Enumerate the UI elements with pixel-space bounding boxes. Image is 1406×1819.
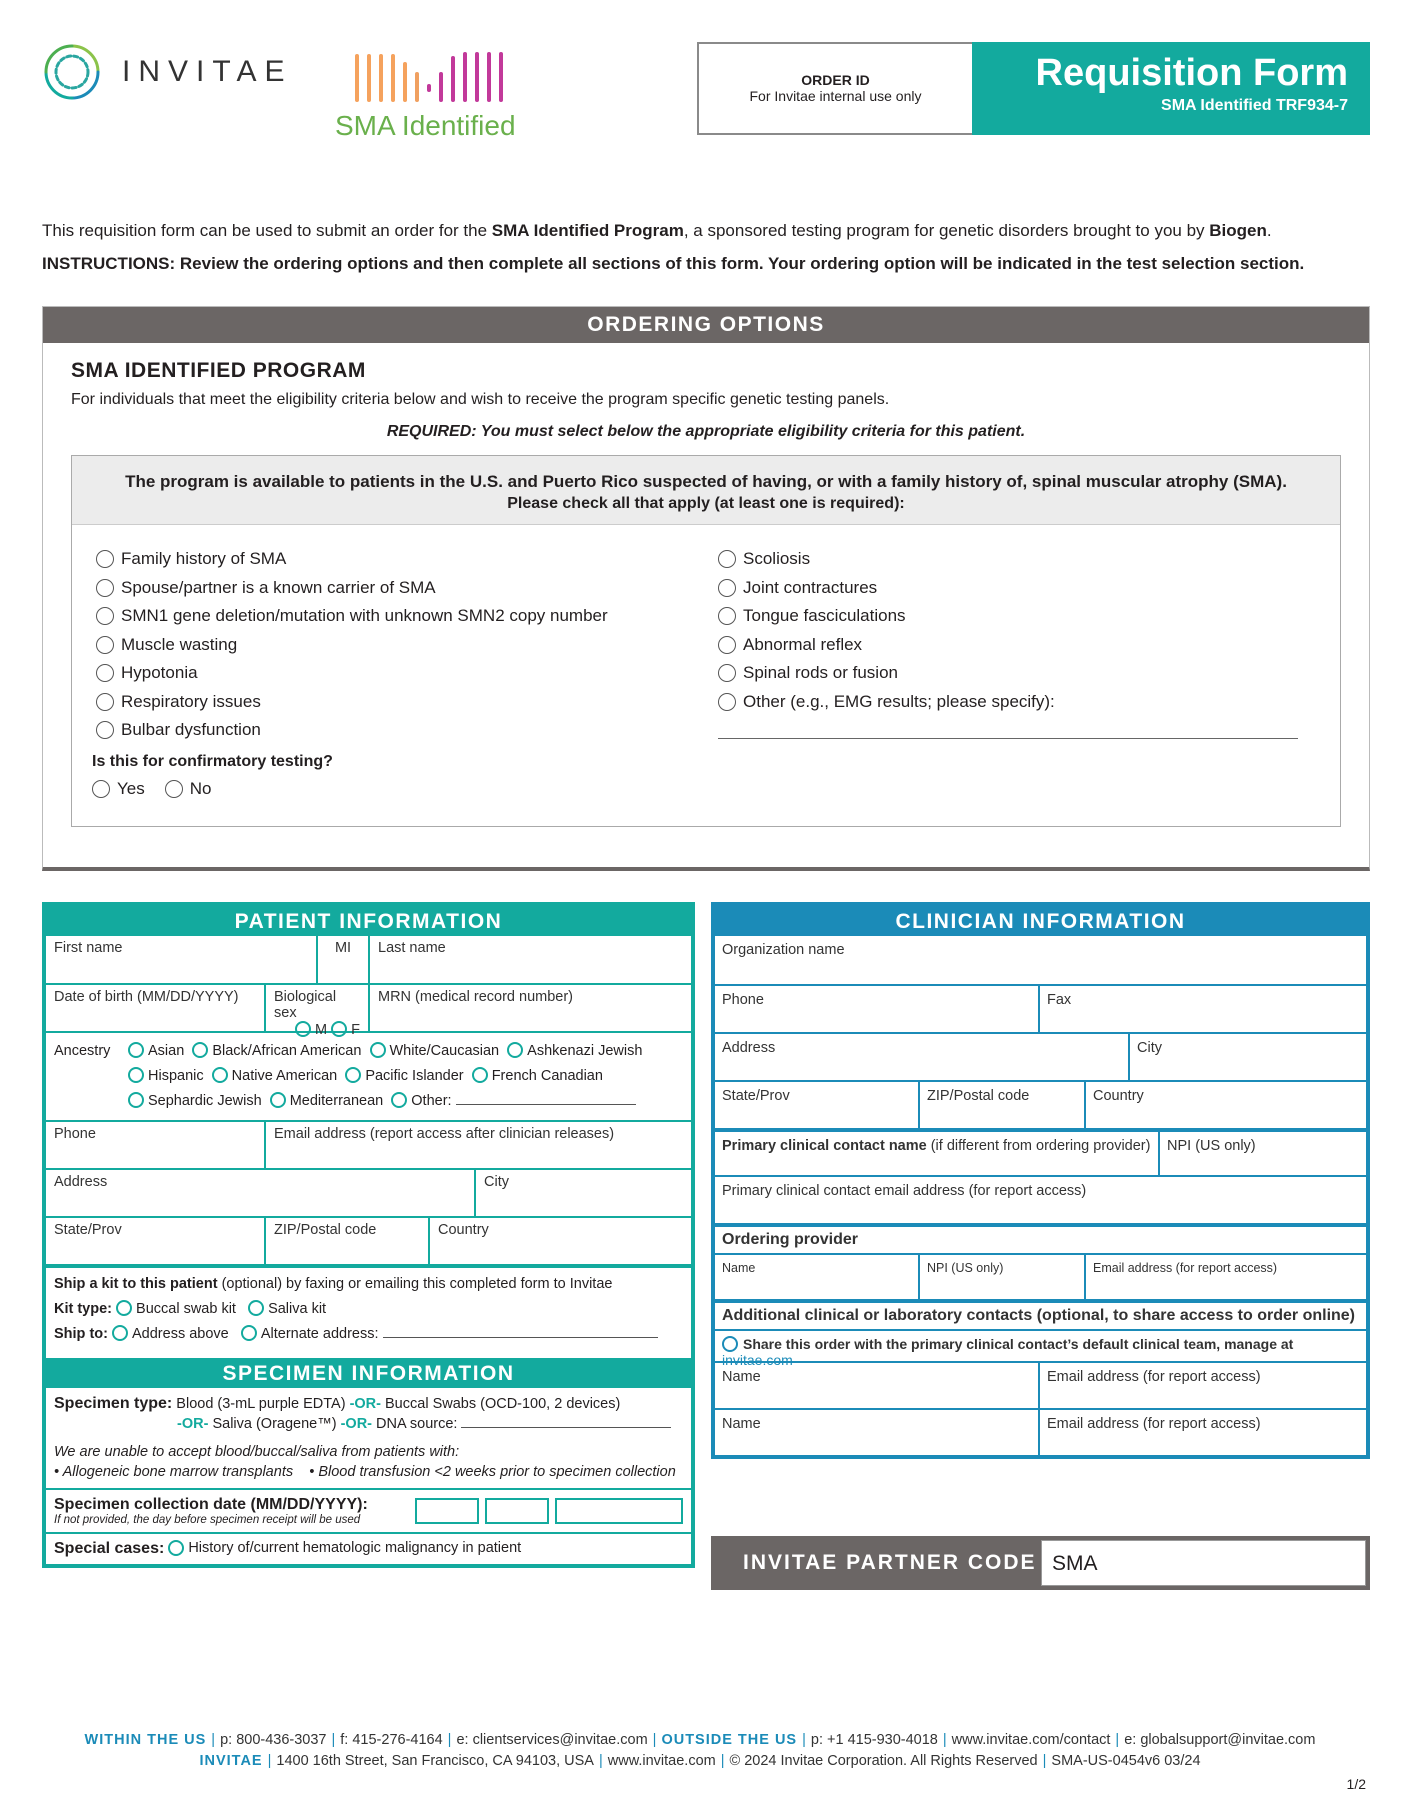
radio-icon[interactable]	[295, 1021, 311, 1037]
instructions: INSTRUCTIONS: Review the ordering options and then complete all sections of this form. Your ordering option will be indicated in the test selection section.	[42, 254, 1305, 273]
radio-icon[interactable]	[96, 721, 114, 739]
footer: WITHIN THE US | p: 800-436-3037 | f: 415-276-4164 | e: clientservices@invitae.com | OUTSIDE THE US | p: +1 415-930-4018 | www.invitae.com/contact | e: globalsupport@invitae.com INVITAE | 1400 16th Street, San Francisco, CA 94103, USA | www.invitae.com | © 2024 Invitae Corporation. All Rights Reserved | SMA-US-0454v6 03/24	[84, 1732, 1316, 1769]
radio-icon[interactable]	[168, 1540, 184, 1556]
eligibility-option[interactable]	[718, 659, 1340, 688]
ordering-options-header: ORDERING OPTIONS	[43, 307, 1369, 343]
dob-field[interactable]	[46, 985, 264, 1031]
eligibility-option[interactable]	[96, 716, 718, 745]
ship-kit-title: Ship a kit to this patient	[54, 1276, 218, 1292]
program-description: For individuals that meet the eligibility criteria below and wish to receive the program specific genetic testing panels.	[71, 391, 890, 408]
field-label: NPI (US only)	[1167, 1138, 1256, 1154]
option-label: Bulbar dysfunction	[121, 720, 261, 740]
partner-code-box	[711, 1536, 1370, 1590]
radio-icon[interactable]	[128, 1067, 144, 1083]
field-label: Email address (report access after clinician releases)	[274, 1126, 615, 1142]
sma-bars-icon	[355, 42, 535, 102]
first-name-field[interactable]	[46, 936, 316, 983]
confirm-question: Is this for confirmatory testing?	[92, 752, 333, 770]
field-label: ZIP/Postal code	[274, 1222, 377, 1238]
primary-npi-field[interactable]	[1158, 1132, 1366, 1175]
additional-contacts-title: Additional clinical or laboratory contacts (optional, to share access to order online)	[722, 1307, 1356, 1324]
sex-f-label: F	[351, 1022, 360, 1038]
alternate-address-input[interactable]	[383, 1337, 658, 1338]
radio-icon[interactable]	[718, 636, 736, 654]
intro-program: SMA Identified Program	[491, 221, 684, 240]
provider-npi-field[interactable]	[918, 1255, 1084, 1299]
field-label: Email address (for report access)	[1047, 1416, 1261, 1432]
option-label: Scoliosis	[743, 549, 811, 569]
form-title-box	[972, 42, 1370, 135]
specimen-header: SPECIMEN INFORMATION	[46, 1358, 691, 1388]
partner-code-label: INVITAE PARTNER CODE	[743, 1551, 1037, 1574]
eligibility-option[interactable]	[718, 631, 1340, 660]
field-label: Address	[722, 1040, 776, 1056]
field-label: Name	[722, 1261, 756, 1275]
eligibility-option[interactable]	[718, 545, 1340, 574]
footer-doc-code: SMA-US-0454v6 03/24	[1051, 1753, 1201, 1769]
eligibility-option[interactable]	[96, 631, 718, 660]
patient-information-section	[42, 902, 695, 1568]
field-label: MI	[334, 940, 352, 956]
footer-address: 1400 16th Street, San Francisco, CA 94103, USA	[276, 1753, 594, 1769]
radio-icon[interactable]	[165, 780, 183, 798]
contact-email-field[interactable]	[1038, 1410, 1366, 1455]
clinician-country-field[interactable]	[1084, 1082, 1366, 1128]
radio-icon[interactable]	[718, 693, 736, 711]
collection-date-row	[46, 1488, 691, 1532]
or-separator: -OR-	[349, 1396, 381, 1412]
clinician-header: CLINICIAN INFORMATION	[715, 906, 1366, 936]
field-label: Name	[722, 1416, 761, 1432]
field-note: (if different from ordering provider)	[926, 1138, 1151, 1154]
option-label: Spinal rods or fusion	[743, 663, 898, 683]
sex-m-label: M	[315, 1022, 328, 1038]
biological-sex-field	[264, 985, 368, 1038]
footer-copyright: © 2024 Invitae Corporation. All Rights Reserved	[729, 1753, 1038, 1769]
radio-icon[interactable]	[192, 1042, 208, 1058]
clinician-phone-field[interactable]	[715, 986, 1038, 1032]
radio-icon[interactable]	[212, 1067, 228, 1083]
field-label: City	[484, 1174, 509, 1190]
field-label: Biological sex	[274, 989, 337, 1021]
intro-text-1: This requisition form can be used to submit an order for the	[42, 221, 492, 240]
field-label: Phone	[722, 992, 764, 1008]
eligibility-right-column	[718, 545, 1340, 745]
eligibility-option[interactable]	[96, 602, 718, 631]
ordering-provider-title: Ordering provider	[722, 1231, 859, 1248]
dna-source-input[interactable]	[461, 1427, 671, 1428]
ancestry-option: Pacific Islander	[365, 1068, 464, 1084]
ancestry-option: Ashkenazi Jewish	[527, 1043, 643, 1059]
specimen-type-label: Specimen type:	[54, 1395, 173, 1412]
footer-fax: f: 415-276-4164	[340, 1732, 443, 1748]
collection-year-input[interactable]	[555, 1498, 683, 1524]
eligibility-option[interactable]	[96, 659, 718, 688]
primary-contact-field[interactable]	[715, 1132, 1158, 1175]
clinician-city-field[interactable]	[1128, 1034, 1366, 1080]
invitae-link[interactable]: invitae.com	[722, 1352, 793, 1368]
partner-code-value[interactable]: SMA	[1041, 1540, 1366, 1586]
field-label: Country	[438, 1222, 489, 1238]
option-label: Spouse/partner is a known carrier of SMA	[121, 577, 436, 597]
confirm-yes[interactable]	[92, 775, 145, 804]
eligibility-header	[72, 456, 1340, 525]
collection-day-input[interactable]	[485, 1498, 549, 1524]
field-label: Fax	[1047, 992, 1072, 1008]
organization-field[interactable]	[715, 936, 1366, 984]
radio-icon[interactable]	[128, 1042, 144, 1058]
radio-icon[interactable]	[718, 664, 736, 682]
provider-email-field[interactable]	[1084, 1255, 1366, 1299]
or-separator: -OR-	[177, 1416, 209, 1432]
eligibility-left-column	[96, 545, 718, 745]
field-label: Primary clinical contact name	[722, 1138, 927, 1154]
form-title: Requisition Form	[1035, 52, 1348, 94]
option-label: No	[189, 778, 212, 798]
radio-icon[interactable]	[248, 1300, 264, 1316]
clinician-zip-field[interactable]	[918, 1082, 1084, 1128]
program-title: SMA IDENTIFIED PROGRAM	[71, 359, 366, 382]
contact-name-field[interactable]	[715, 1363, 1038, 1408]
mrn-field[interactable]	[368, 985, 691, 1031]
kit-buccal-label: Buccal swab kit	[136, 1301, 236, 1317]
sma-identified-logo	[335, 42, 535, 142]
ancestry-option: Hispanic	[148, 1068, 204, 1084]
clinician-fax-field[interactable]	[1038, 986, 1366, 1032]
radio-icon[interactable]	[718, 550, 736, 568]
field-label: ZIP/Postal code	[927, 1088, 1030, 1104]
patient-header: PATIENT INFORMATION	[46, 906, 691, 936]
patient-phone-field[interactable]	[46, 1122, 264, 1168]
field-label: NPI (US only)	[927, 1261, 1004, 1275]
ancestry-option: Other:	[411, 1093, 452, 1109]
field-label: Last name	[378, 940, 446, 956]
radio-icon[interactable]	[331, 1021, 347, 1037]
field-label: Email address (for report access)	[1047, 1369, 1261, 1385]
specimen-buccal: Buccal Swabs (OCD-100, 2 devices)	[385, 1396, 621, 1412]
radio-icon[interactable]	[718, 607, 736, 625]
option-label: Respiratory issues	[121, 691, 261, 711]
field-label: Primary clinical contact email address (for report access)	[722, 1183, 1087, 1199]
ship-alt-label: Alternate address:	[260, 1326, 379, 1342]
share-order-label: Share this order with the primary clinical contact’s default clinical team, manage at	[743, 1336, 1294, 1352]
ancestry-option: Asian	[148, 1043, 185, 1059]
field-label: City	[1137, 1040, 1162, 1056]
option-label: Tongue fasciculations	[743, 606, 906, 626]
order-id-label: ORDER ID	[801, 72, 870, 88]
clinician-address-field[interactable]	[715, 1034, 1128, 1080]
exclusion-2: Blood transfusion <2 weeks prior to specimen collection	[318, 1464, 676, 1480]
kit-saliva-label: Saliva kit	[268, 1301, 327, 1317]
footer-intl-phone: p: +1 415-930-4018	[810, 1732, 938, 1748]
field-label: Email address (for report access)	[1093, 1261, 1278, 1275]
specimen-blood: Blood (3-mL purple EDTA)	[176, 1396, 346, 1412]
exclusion-1: Allogeneic bone marrow transplants	[62, 1464, 294, 1480]
clinician-information-section	[711, 902, 1370, 1459]
option-label: Abnormal reflex	[743, 634, 863, 654]
ship-kit-row	[46, 1264, 691, 1358]
kit-type-label: Kit type:	[54, 1301, 112, 1317]
invitae-logo	[40, 40, 292, 104]
radio-icon[interactable]	[96, 607, 114, 625]
collection-month-input[interactable]	[415, 1498, 479, 1524]
radio-icon[interactable]	[270, 1092, 286, 1108]
sma-identified-text: SMA Identified	[335, 110, 516, 141]
share-order-option[interactable]	[715, 1331, 1366, 1368]
field-label: State/Prov	[722, 1088, 790, 1104]
footer-global-email[interactable]: e: globalsupport@invitae.com	[1124, 1732, 1316, 1748]
form-code: SMA Identified TRF934-7	[1161, 97, 1348, 114]
option-label: Hypotonia	[121, 663, 198, 683]
option-label: Joint contractures	[743, 577, 878, 597]
option-label: Other (e.g., EMG results; please specify):	[743, 691, 1055, 711]
ancestry-row	[46, 1031, 691, 1120]
footer-email[interactable]: e: clientservices@invitae.com	[456, 1732, 648, 1748]
contact-name-field[interactable]	[715, 1410, 1038, 1455]
order-id-box	[697, 42, 974, 135]
required-note: REQUIRED: You must select below the appropriate eligibility criteria for this patient.	[386, 423, 1026, 440]
ship-kit-note: (optional) by faxing or emailing this completed form to Invitae	[217, 1276, 613, 1292]
radio-icon[interactable]	[112, 1325, 128, 1341]
unable-note: We are unable to accept blood/buccal/saliva from patients with:	[54, 1444, 460, 1460]
radio-icon[interactable]	[370, 1042, 386, 1058]
brand-name: INVITAE	[122, 55, 293, 88]
ship-to-label: Ship to:	[54, 1326, 108, 1342]
option-label: Family history of SMA	[121, 549, 287, 569]
patient-address-field[interactable]	[46, 1170, 474, 1216]
ancestry-other-input[interactable]	[456, 1104, 636, 1105]
ordering-options-section	[42, 306, 1370, 871]
footer-outside-us: OUTSIDE THE US	[661, 1732, 798, 1748]
patient-city-field[interactable]	[474, 1170, 691, 1216]
mi-field[interactable]	[316, 936, 368, 983]
primary-email-field[interactable]	[715, 1177, 1366, 1223]
field-label: State/Prov	[54, 1222, 122, 1238]
radio-icon[interactable]	[96, 550, 114, 568]
patient-zip-field[interactable]	[264, 1218, 428, 1264]
invitae-swirl-icon	[40, 40, 104, 104]
intro-text-3: .	[1266, 221, 1272, 240]
radio-icon[interactable]	[241, 1325, 257, 1341]
radio-icon[interactable]	[128, 1092, 144, 1108]
special-cases-label: Special cases:	[54, 1540, 165, 1557]
ancestry-option: White/Caucasian	[389, 1043, 500, 1059]
specimen-saliva: Saliva (Oragene™)	[212, 1416, 337, 1432]
collection-date-label: Specimen collection date (MM/DD/YYYY):	[54, 1496, 368, 1513]
footer-phone: p: 800-436-3037	[220, 1732, 327, 1748]
field-label: Date of birth (MM/DD/YYYY)	[54, 989, 239, 1005]
radio-icon[interactable]	[472, 1067, 488, 1083]
eligibility-option[interactable]	[718, 602, 1340, 631]
radio-icon[interactable]	[718, 579, 736, 597]
provider-name-field[interactable]	[715, 1255, 918, 1299]
radio-icon[interactable]	[391, 1092, 407, 1108]
radio-icon[interactable]	[96, 579, 114, 597]
option-label: Muscle wasting	[121, 634, 238, 654]
clinician-state-field[interactable]	[715, 1082, 918, 1128]
radio-icon[interactable]	[116, 1300, 132, 1316]
ship-above-label: Address above	[132, 1326, 229, 1342]
field-label: Country	[1093, 1088, 1144, 1104]
radio-icon[interactable]	[96, 636, 114, 654]
special-case-option: History of/current hematologic malignancy in patient	[188, 1540, 522, 1556]
eligibility-option[interactable]	[718, 574, 1340, 603]
radio-icon[interactable]	[507, 1042, 523, 1058]
field-label: Name	[722, 1369, 761, 1385]
eligibility-option[interactable]	[96, 545, 718, 574]
or-separator: -OR-	[340, 1416, 373, 1432]
eligibility-title: The program is available to patients in the U.S. and Puerto Rico suspected of having, or with a family history of, spinal muscular atrophy (SMA).	[125, 472, 1287, 491]
specimen-dna: DNA source:	[376, 1416, 458, 1432]
intro-sponsor: Biogen	[1209, 221, 1267, 240]
collection-date-note: If not provided, the day before specimen receipt will be used	[54, 1514, 361, 1526]
patient-email-field[interactable]	[264, 1122, 691, 1168]
footer-within-us: WITHIN THE US	[84, 1732, 207, 1748]
field-label: MRN (medical record number)	[378, 989, 573, 1005]
field-label: Organization name	[722, 942, 845, 958]
option-label: Yes	[117, 778, 145, 798]
radio-icon[interactable]	[345, 1067, 361, 1083]
radio-icon[interactable]	[96, 693, 114, 711]
eligibility-subtitle: Please check all that apply (at least one is required):	[507, 495, 905, 512]
eligibility-option[interactable]	[96, 688, 718, 717]
eligibility-option[interactable]	[96, 574, 718, 603]
eligibility-box	[71, 455, 1341, 827]
special-cases-row	[46, 1532, 691, 1564]
patient-country-field[interactable]	[428, 1218, 691, 1264]
footer-contact-link[interactable]: www.invitae.com/contact	[951, 1732, 1111, 1748]
radio-icon[interactable]	[92, 780, 110, 798]
radio-icon[interactable]	[722, 1336, 738, 1352]
field-label: First name	[54, 940, 123, 956]
intro-text-2: , a sponsored testing program for genetic disorders brought to you by	[683, 221, 1210, 240]
ancestry-option: Mediterranean	[289, 1093, 384, 1109]
radio-icon[interactable]	[96, 664, 114, 682]
confirm-no[interactable]	[165, 775, 212, 804]
contact-email-field[interactable]	[1038, 1363, 1366, 1408]
order-id-note: For Invitae internal use only	[749, 88, 922, 104]
ancestry-option: French Canadian	[491, 1068, 603, 1084]
intro-text	[42, 214, 1382, 280]
page-number: 1/2	[1346, 1776, 1366, 1792]
patient-state-field[interactable]	[46, 1218, 264, 1264]
ancestry-option: Sephardic Jewish	[148, 1093, 262, 1109]
footer-brand: INVITAE	[199, 1753, 263, 1769]
ancestry-option: Black/African American	[212, 1043, 362, 1059]
last-name-field[interactable]	[368, 936, 691, 983]
specimen-type-row: Specimen type: Blood (3-mL purple EDTA) -OR- Buccal Swabs (OCD-100, 2 devices) -OR- Saliva (Oragene™) -OR- DNA source: We are unable to accept blood/buccal/saliva from patients with: • Allogeneic bone marrow transplants • Blood transfusion <2 weeks prior to specimen collection	[46, 1388, 691, 1488]
ancestry-option: Native American	[231, 1068, 338, 1084]
ancestry-label: Ancestry	[54, 1043, 111, 1059]
eligibility-option[interactable]	[718, 688, 1340, 717]
confirmatory-testing	[72, 753, 1340, 804]
field-label: Address	[54, 1174, 108, 1190]
footer-website[interactable]: www.invitae.com	[607, 1753, 716, 1769]
option-label: SMN1 gene deletion/mutation with unknown SMN2 copy number	[121, 606, 608, 626]
field-label: Phone	[54, 1126, 96, 1142]
other-specify-input[interactable]	[718, 738, 1298, 739]
